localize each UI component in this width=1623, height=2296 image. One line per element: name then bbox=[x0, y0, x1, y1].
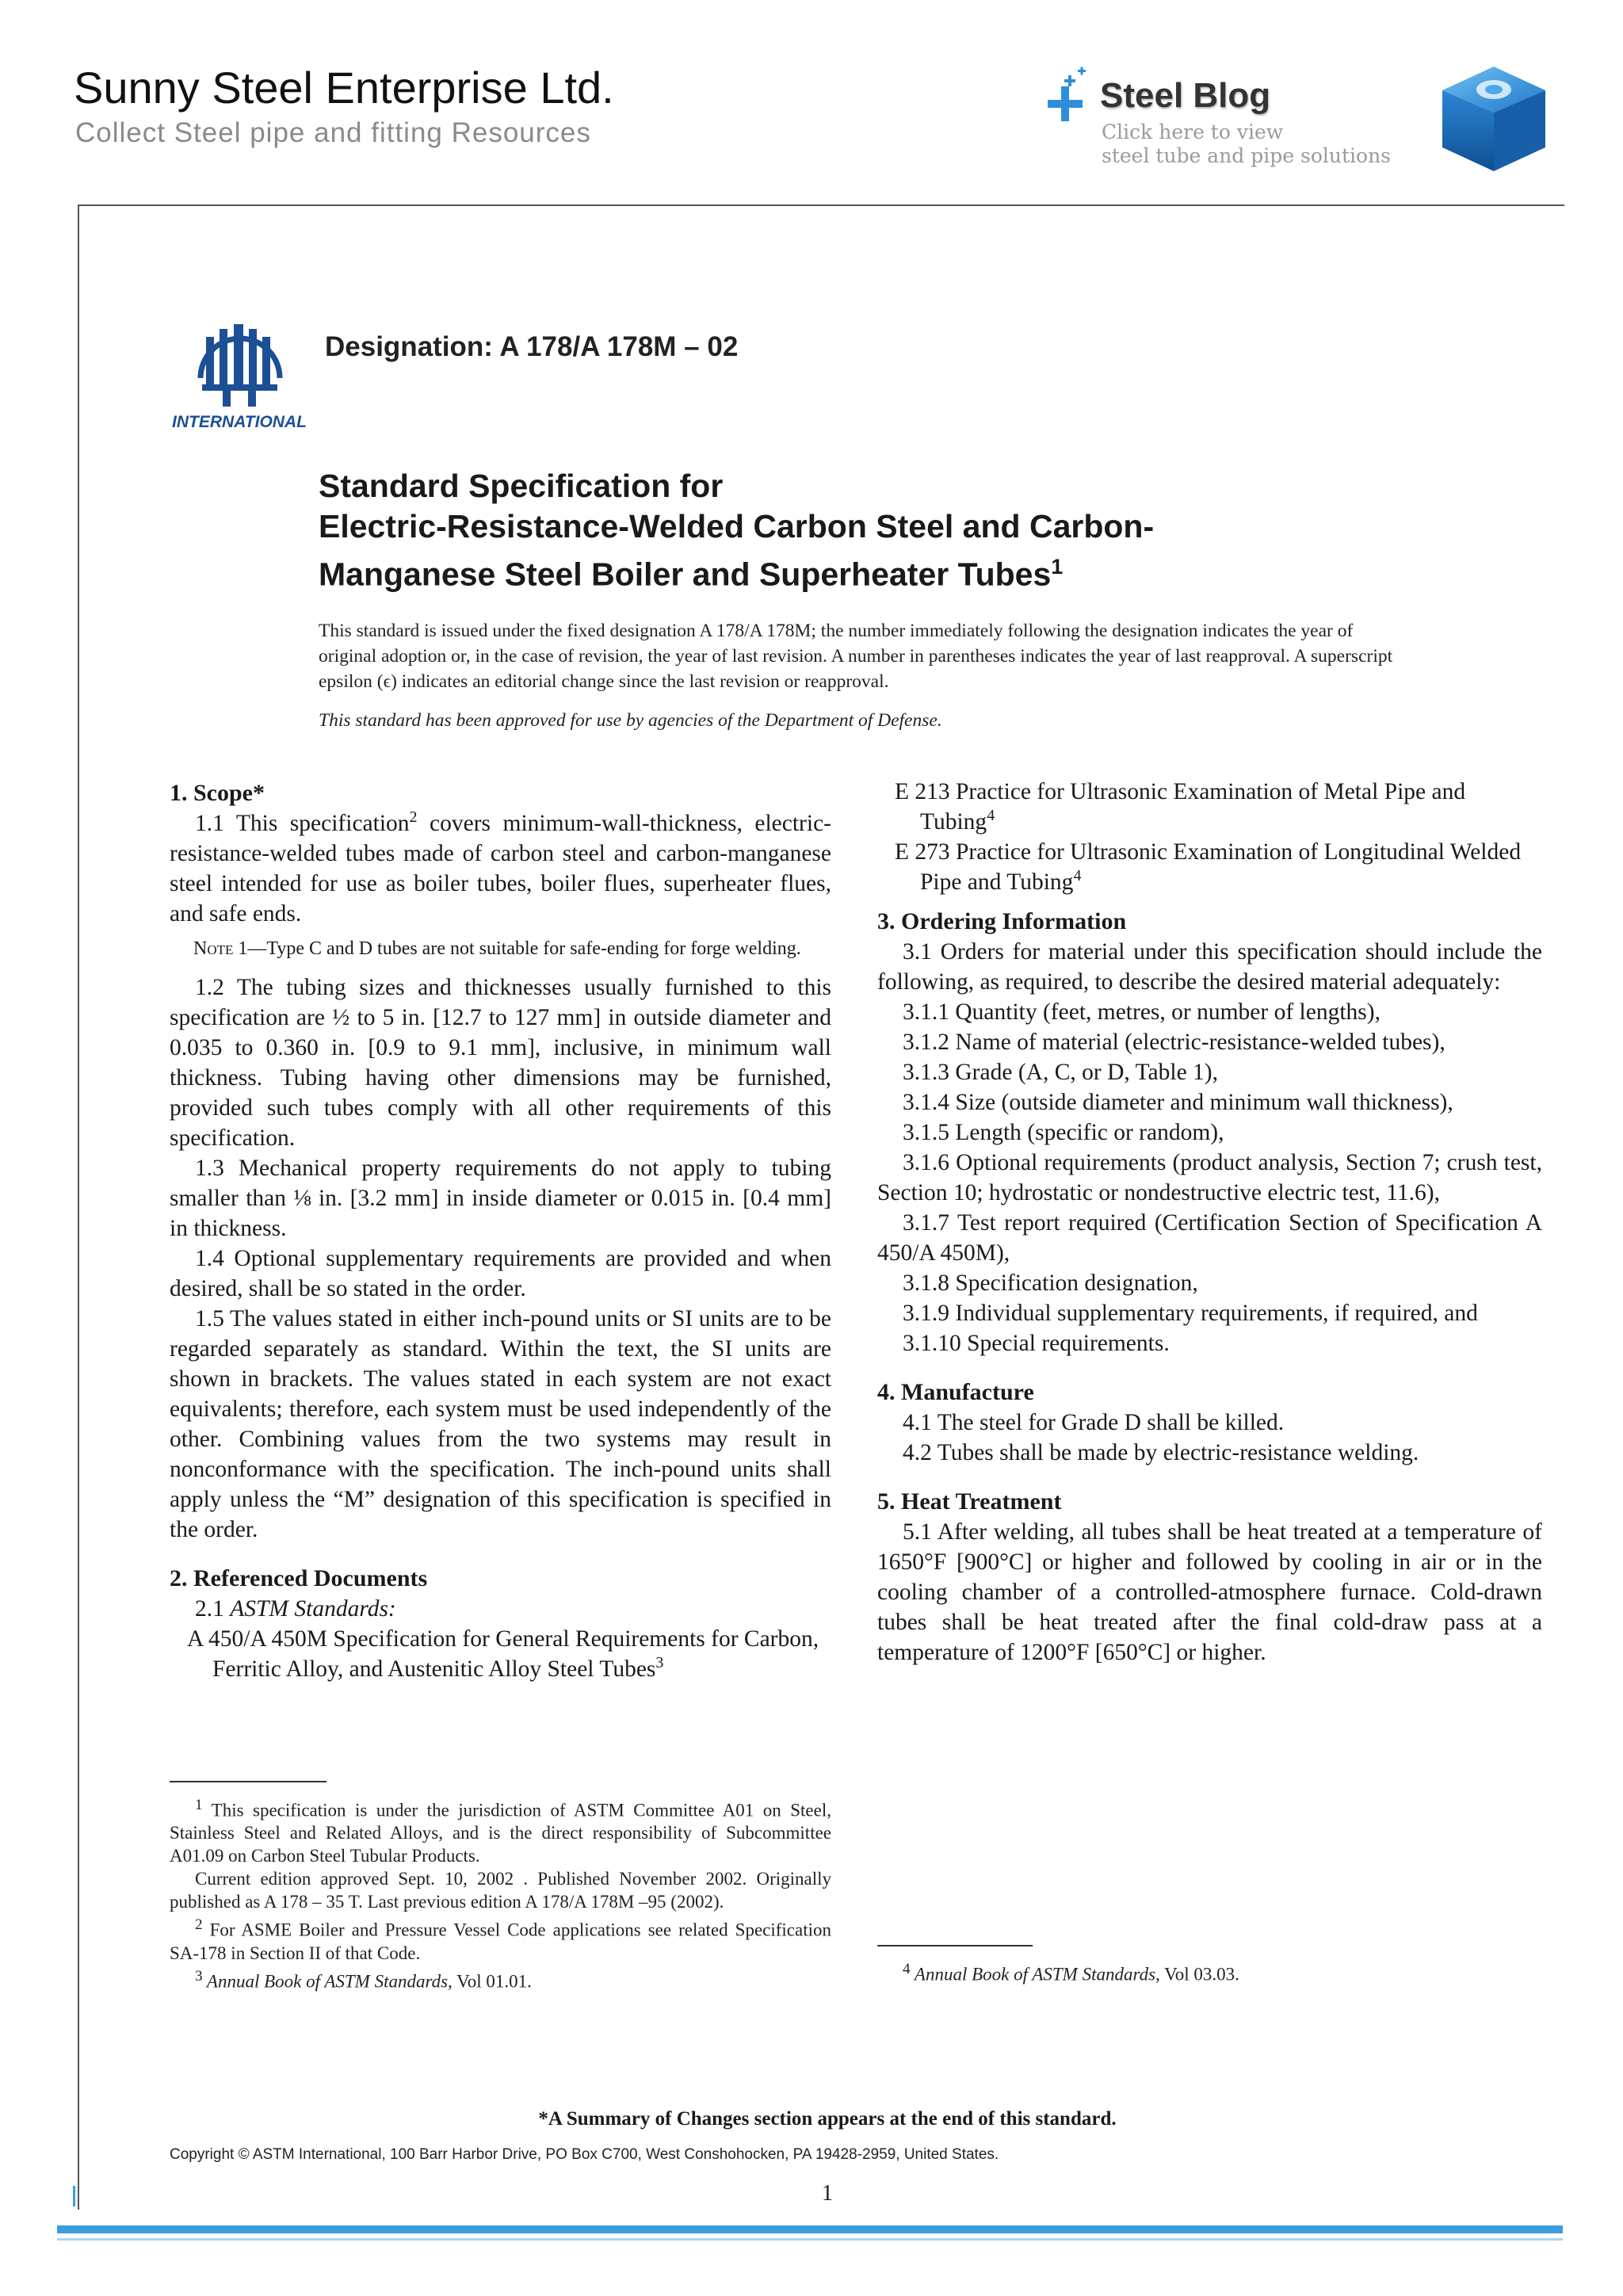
ref-e213-text: E 213 Practice for Ultrasonic Examination of Metal Pipe and Tubing bbox=[895, 779, 1466, 835]
footnote-3-title: Annual Book of ASTM Standards, bbox=[202, 1971, 453, 1992]
footnote-1-mark: 1 bbox=[195, 1796, 203, 1813]
ref-e213-sup: 4 bbox=[987, 807, 995, 825]
frame-left-line bbox=[78, 204, 79, 2210]
left-column bbox=[170, 778, 831, 1684]
para-1-1-a: 1.1 This specification bbox=[195, 811, 410, 836]
ref-a450-sup: 3 bbox=[655, 1654, 664, 1672]
ref-e273 bbox=[877, 837, 1542, 897]
para-1-1-b: covers minimum-wall-thickness, electric-resistance-welded tubes made of carbon steel and carbon-manganese steel intended for use as boiler tubes, boiler flues, superheater flues, and safe ends. bbox=[170, 811, 831, 926]
item-3-1-4: 3.1.4 Size (outside diameter and minimum wall thickness), bbox=[903, 1090, 1453, 1115]
footnote-2-mark: 2 bbox=[195, 1916, 203, 1934]
footnote-2 bbox=[170, 1913, 831, 1965]
ref-a450 bbox=[170, 1624, 831, 1684]
item-3-1-7: 3.1.7 Test report required (Certification Section of Specification A 450/A 450M), bbox=[877, 1210, 1542, 1266]
title-line-3 bbox=[319, 547, 1349, 595]
summary-of-changes-note: *A Summary of Changes section appears at the end of this standard. bbox=[538, 2108, 1117, 2130]
steel-blog-link[interactable]: Steel Blog bbox=[1100, 76, 1271, 115]
footnote-3-mark: 3 bbox=[195, 1967, 203, 1985]
ref-e213 bbox=[877, 777, 1542, 837]
footnotes-right bbox=[877, 1945, 1542, 1985]
section-4-heading: 4. Manufacture bbox=[877, 1379, 1034, 1405]
item-3-1-2: 3.1.2 Name of material (electric-resistance-welded tubes), bbox=[903, 1030, 1445, 1055]
section-1-heading: 1. Scope* bbox=[170, 780, 265, 806]
footnote-4-mark: 4 bbox=[903, 1960, 911, 1977]
item-3-1-10: 3.1.10 Special requirements. bbox=[903, 1331, 1170, 1356]
section-2-heading: 2. Referenced Documents bbox=[170, 1565, 428, 1591]
footer-bar bbox=[57, 2225, 1563, 2233]
intro-block bbox=[319, 618, 1404, 733]
designation: Designation: A 178/A 178M – 02 bbox=[325, 331, 739, 362]
astm-logo bbox=[170, 305, 309, 432]
ref-a450-text: A 450/A 450M Specification for General Requirements for Carbon, Ferritic Alloy, and Austenitic Alloy Steel Tubes bbox=[187, 1626, 819, 1682]
para-2-1-text: ASTM Standards: bbox=[230, 1596, 396, 1622]
footnote-3-vol: Vol 01.01. bbox=[452, 1971, 532, 1992]
para-5-1: 5.1 After welding, all tubes shall be heat treated at a temperature of 1650°F [900°C] or higher and followed by cooling in air or in the cooling chamber of a controlled-atmosphere furnace. Cold-drawn tubes shall be heat treated after the final cold-draw pass at a temperature of 1200°F [650°C] or higher. bbox=[877, 1519, 1542, 1665]
company-tagline: Collect Steel pipe and fitting Resources bbox=[75, 117, 591, 148]
para-4-1: 4.1 The steel for Grade D shall be killed. bbox=[903, 1410, 1285, 1435]
ref-e273-sup: 4 bbox=[1073, 867, 1082, 885]
footnote-rule-left bbox=[170, 1781, 327, 1782]
copyright-line: Copyright © ASTM International, 100 Barr Harbor Drive, PO Box C700, West Conshohocken, PA 19428-2959, United States. bbox=[170, 2146, 999, 2163]
item-3-1-9: 3.1.9 Individual supplementary requirements, if required, and bbox=[903, 1301, 1478, 1326]
section-3-heading: 3. Ordering Information bbox=[877, 908, 1127, 934]
para-2-1 bbox=[170, 1594, 831, 1624]
para-1-1 bbox=[170, 808, 831, 929]
cube-icon[interactable] bbox=[1436, 60, 1552, 176]
note-1-text: 1—Type C and D tubes are not suitable for safe-ending for forge welding. bbox=[233, 938, 801, 959]
steel-blog-subtitle-2[interactable]: steel tube and pipe solutions bbox=[1102, 144, 1392, 167]
para-1-1-sup: 2 bbox=[409, 808, 418, 827]
item-3-1-8: 3.1.8 Specification designation, bbox=[903, 1270, 1198, 1296]
page-number: 1 bbox=[822, 2181, 833, 2206]
footnote-1 bbox=[170, 1794, 831, 1868]
para-1-2: 1.2 The tubing sizes and thicknesses usually furnished to this specification are ½ to 5 in. [12.7 to 127 mm] in outside diameter and 0.035 to 0.360 in. [0.9 to 9.1 mm], inclusive, in minimum wall thickness. Tubing having other dimensions may be furnished, provided such tubes comply with all other requirements of this specification. bbox=[170, 975, 831, 1151]
para-1-5: 1.5 The values stated in either inch-pound units or SI units are to be regarded separately as standard. Within the text, the SI units are shown in brackets. The values stated in each system are not exact equivalents; therefore, each system must be used independently of the other. Combining values from the two systems may result in nonconformance with the specification. The inch-pound units shall apply unless the “M” designation of this specification is specified in the order. bbox=[170, 1306, 831, 1542]
section-5-heading: 5. Heat Treatment bbox=[877, 1488, 1062, 1515]
footnote-4-title: Annual Book of ASTM Standards, bbox=[910, 1964, 1160, 1985]
para-3-1: 3.1 Orders for material under this specification should include the following, as required, to describe the desired material adequately: bbox=[877, 939, 1542, 995]
steel-blog-subtitle[interactable]: Click here to view bbox=[1102, 120, 1284, 143]
item-3-1-5: 3.1.5 Length (specific or random), bbox=[903, 1120, 1224, 1145]
title-line-2: Electric-Resistance-Welded Carbon Steel and Carbon- bbox=[319, 508, 1155, 544]
footnote-4 bbox=[877, 1958, 1542, 1986]
footer-bar-light bbox=[57, 2238, 1563, 2241]
note-1 bbox=[170, 937, 831, 961]
footnote-3 bbox=[170, 1965, 831, 1993]
para-4-2: 4.2 Tubes shall be made by electric-resistance welding. bbox=[903, 1440, 1419, 1465]
footnotes-left bbox=[170, 1781, 831, 1992]
title-line-1: Standard Specification for bbox=[319, 468, 724, 504]
astm-logo-text: INTERNATIONAL bbox=[172, 413, 307, 431]
para-2-1-num: 2.1 bbox=[195, 1596, 231, 1622]
title-line-3-text: Manganese Steel Boiler and Superheater Tubes bbox=[319, 556, 1052, 593]
item-3-1-3: 3.1.3 Grade (A, C, or D, Table 1), bbox=[903, 1060, 1219, 1085]
footnote-rule-right bbox=[877, 1945, 1033, 1946]
footnote-1b: Current edition approved Sept. 10, 2002 . Published November 2002. Originally published as A 178 – 35 T. Last previous edition A 178/A 178M –95 (2002). bbox=[170, 1869, 831, 1912]
para-1-4: 1.4 Optional supplementary requirements are provided and when desired, shall be so stated in the order. bbox=[170, 1246, 831, 1301]
item-3-1-6: 3.1.6 Optional requirements (product analysis, Section 7; crush test, Section 10; hydrostatic or nondestructive electric test, 11.6), bbox=[877, 1150, 1542, 1205]
footnote-4-vol: Vol 03.03. bbox=[1159, 1964, 1239, 1985]
frame-top-line bbox=[78, 204, 1564, 206]
right-column bbox=[877, 777, 1542, 1668]
note-1-label: Note bbox=[193, 938, 234, 959]
ref-e273-text: E 273 Practice for Ultrasonic Examination of Longitudinal Welded Pipe and Tubing bbox=[895, 839, 1522, 895]
company-name: Sunny Steel Enterprise Ltd. bbox=[74, 63, 614, 113]
para-1-3: 1.3 Mechanical property requirements do not apply to tubing smaller than ⅛ in. [3.2 mm] in inside diameter or 0.015 in. [0.4 mm] in thickness. bbox=[170, 1156, 831, 1241]
title-footnote-mark: 1 bbox=[1051, 555, 1064, 579]
item-3-1-1: 3.1.1 Quantity (feet, metres, or number of lengths), bbox=[903, 999, 1381, 1025]
footnote-1-text: This specification is under the jurisdiction of ASTM Committee A01 on Steel, Stainless Steel and Related Alloys, and is the direct responsibility of Subcommittee A01.09 on Carbon Steel Tubular Products. bbox=[170, 1800, 831, 1866]
dod-approval-note: This standard has been approved for use by agencies of the Department of Defense. bbox=[319, 710, 942, 731]
document-title bbox=[319, 466, 1349, 595]
plus-icon[interactable] bbox=[1044, 65, 1108, 136]
intro-paragraph: This standard is issued under the fixed designation A 178/A 178M; the number immediately following the designation indicates the year of original adoption or, in the case of revision, the year of last revision. A number in parentheses indicates the year of last reapproval. A superscript epsilon (ϵ) indicates an editorial change since the last revision or reapproval. bbox=[319, 621, 1393, 692]
footnote-2-text: For ASME Boiler and Pressure Vessel Code applications see related Specification SA-178 in Section II of that Code. bbox=[170, 1920, 831, 1963]
